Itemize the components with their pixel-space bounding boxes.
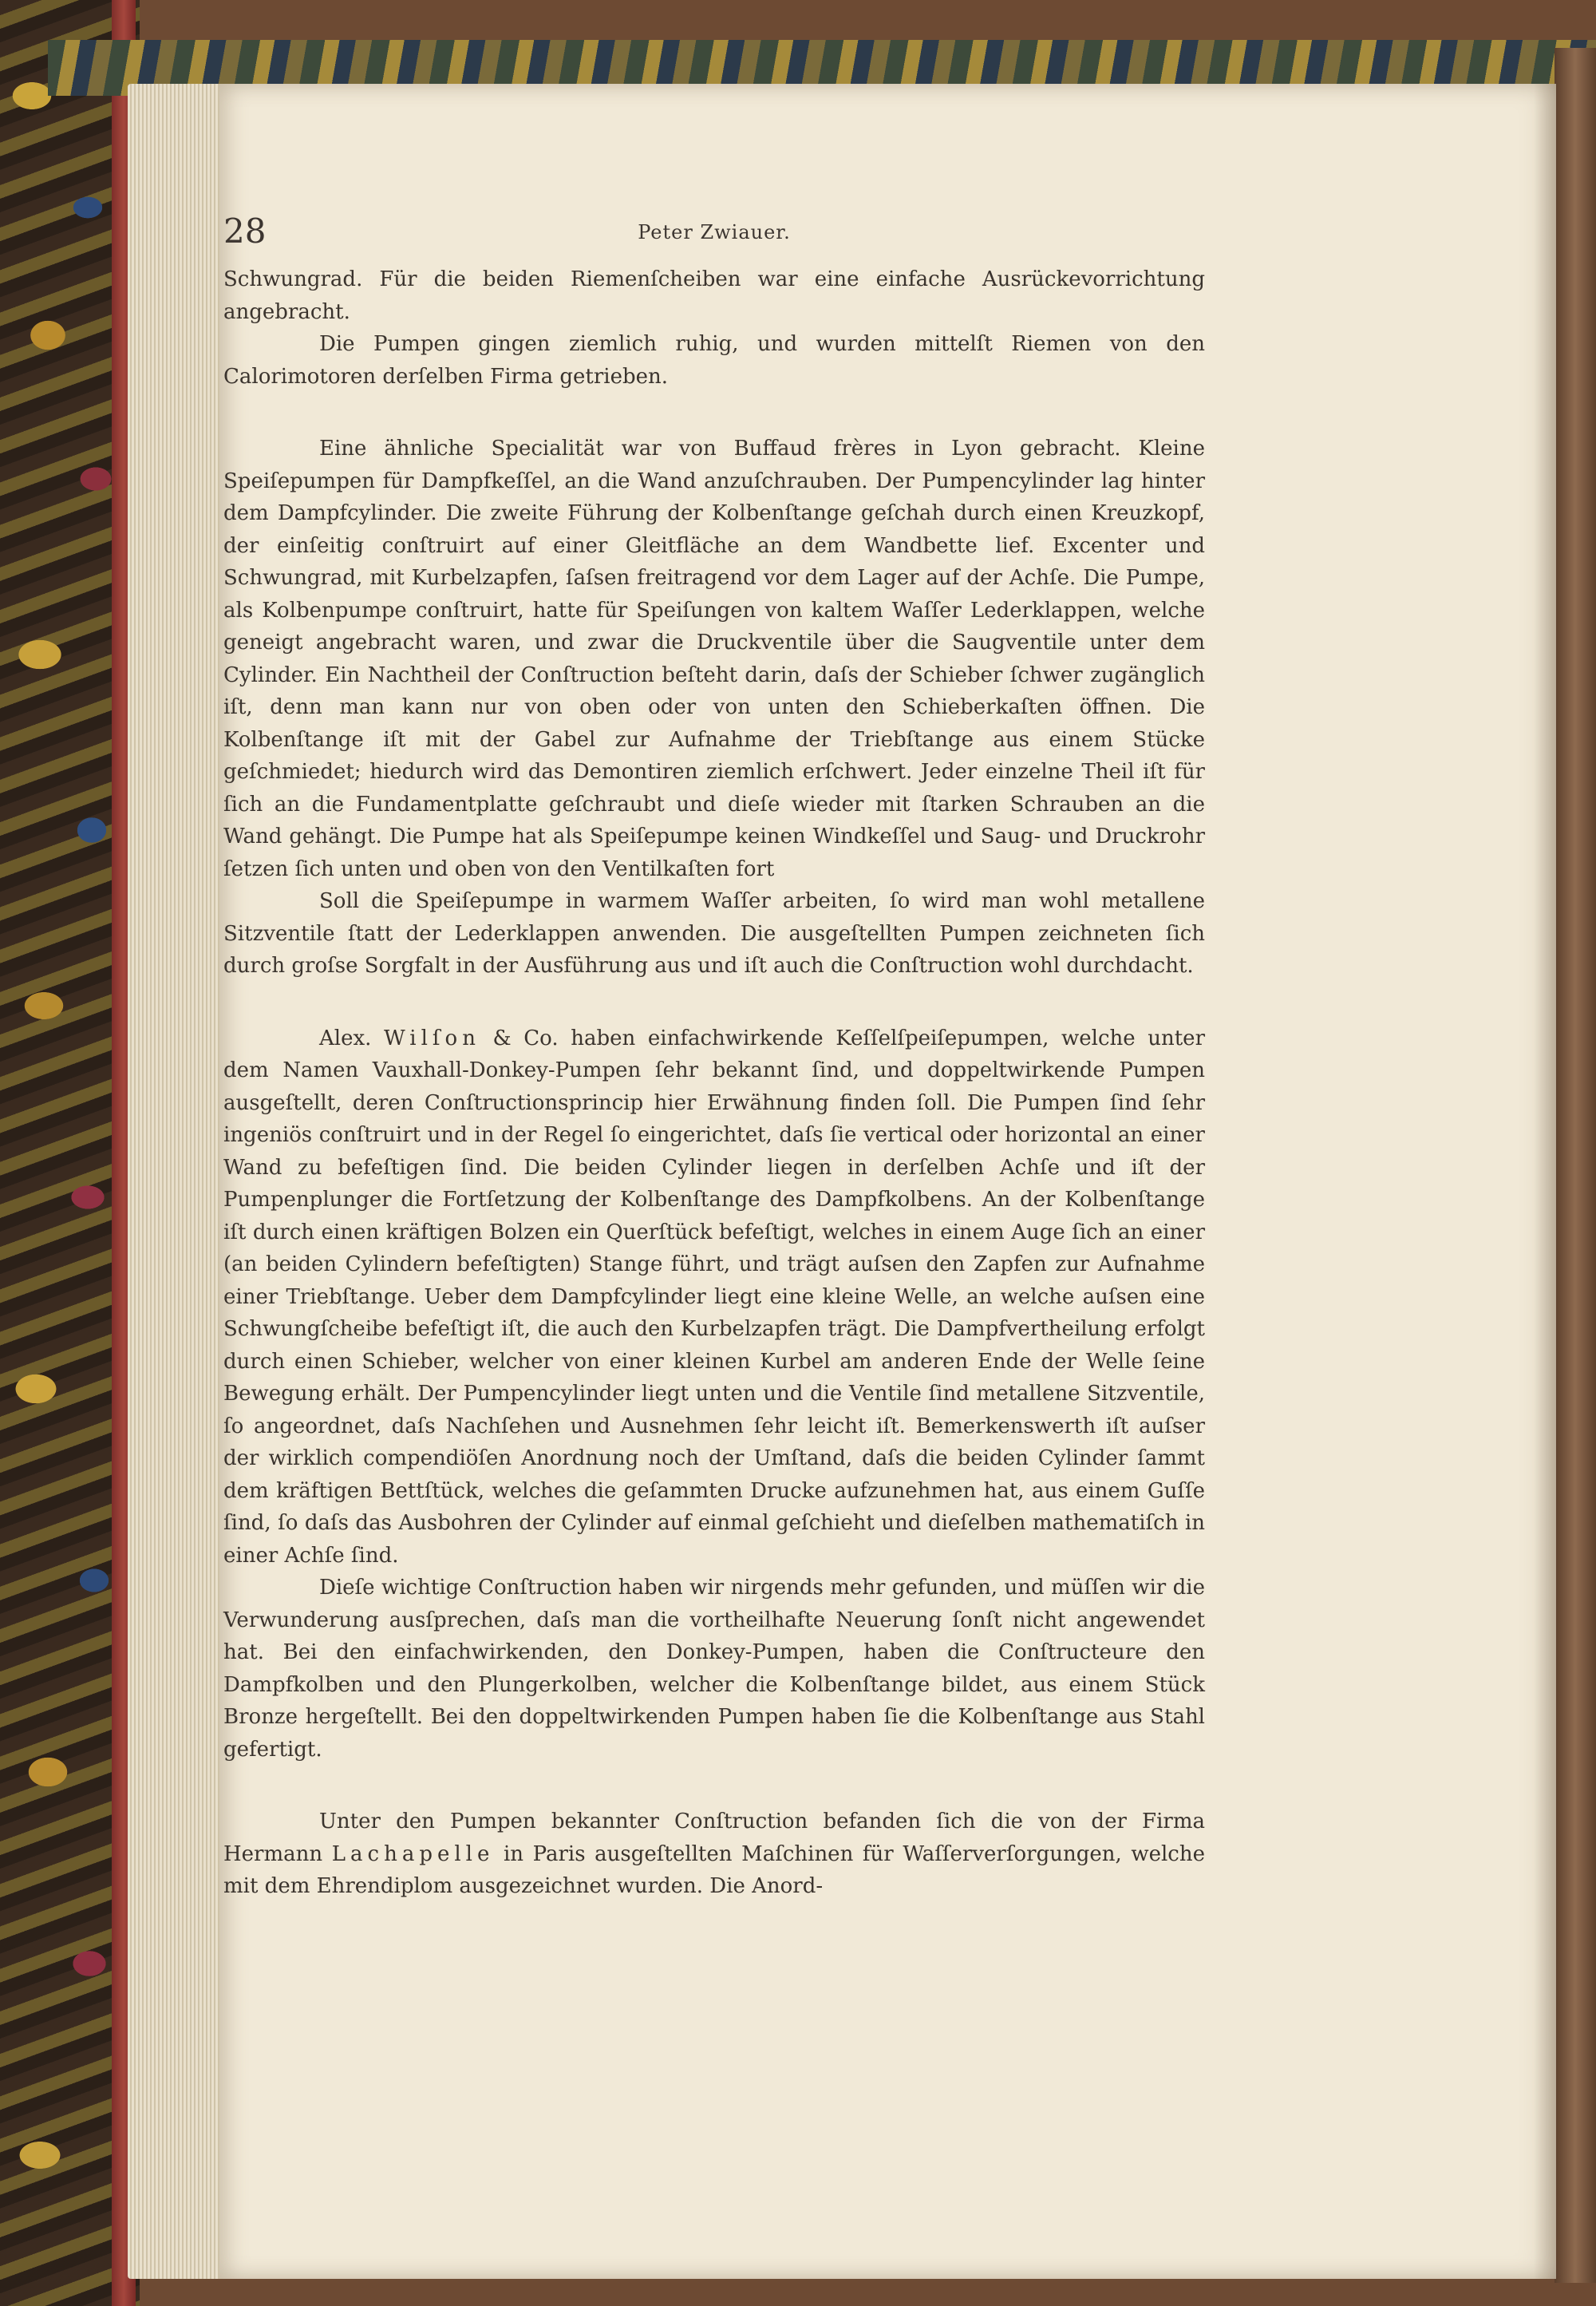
cover-right-edge [1555, 48, 1596, 2283]
paragraph-4: Soll die Speiſepumpe in warmem Waſſer arbeiten, ſo wird man wohl metallene Sitzventile ſtatt der Lederklappen anwenden. Die ausgeſtellten Pumpen zeichneten ſich durch groſse Sorgfalt in der Ausführung aus und iſt auch die Conſtruction wohl durchdacht. [223, 889, 1205, 978]
page-number: 28 [223, 212, 267, 251]
paragraph-2: Die Pumpen gingen ziemlich ruhig, und wurden mittelſt Riemen von den Calorimotoren derſelben Firma getrieben. [223, 332, 1205, 389]
paragraph-5-text: & Co. haben einfachwirkende Keſſelſpeiſepumpen, welche unter dem Namen Vauxhall-Donkey-Pumpen ſehr bekannt ſind, und doppeltwirkende Pumpen ausgeſtellt, deren Conſtructionsprincip hier Erwähnung finden ſoll. Die Pumpen ſind ſehr ingeniös conſtruirt und in der Regel ſo eingerichtet, daſs ſie vertical oder horizontal an einer Wand zu befeſtigen ſind. Die beiden Cylinder liegen in derſelben Achſe und iſt der Pumpenplunger die Fortſetzung der Kolbenſtange des Dampfkolbens. An der Kolbenſtange iſt durch einen kräftigen Bolzen ein Querſtück befeſtigt, welches in einem Auge ſich an einer (an beiden Cylindern befeſtigten) Stange führt, und trägt auſsen den Zapfen zur Aufnahme einer Triebſtange. Ueber dem Dampfcylinder liegt eine kleine Welle, an welche auſsen eine Schwungſcheibe befeſtigt iſt, die auch den Kurbelzapfen trägt. Die Dampfvertheilung erfolgt durch einen Schieber, welcher von einer kleinen Kurbel am anderen Ende der Welle ſeine Bewegung erhält. Der Pumpencylinder liegt unten und die Ventile ſind metallene Sitzventile, ſo angeordnet, daſs Nachſehen und Ausnehmen ſehr leicht iſt. Bemerkenswerth iſt auſser der wirklich compendiöſen Anordnung noch der Umſtand, daſs die beiden Cylinder ſammt dem kräftigen Bettſtück, welches die geſammten Drucke aufzunehmen hat, aus einem Guſſe ſind, ſo daſs das Ausbohren der Cylinder auf einmal geſchieht und dieſelben mathematiſch in einer Achſe ſind. [223, 1026, 1205, 1568]
paragraph-6: Dieſe wichtige Conſtruction haben wir nirgends mehr gefunden, und müſſen wir die Verwunderung ausſprechen, daſs man die vortheilhafte Neuerung ſonſt nicht angewendet hat. Bei den einfachwirkenden, den Donkey-Pumpen, haben die Conſtructeure den Dampfkolben und den Plungerkolben, welcher die Kolbenſtange bildet, aus einem Stück Bronze hergeſtellt. Bei den doppeltwirkenden Pumpen haben ſie die Kolbenſtange aus Stahl gefertigt. [223, 1576, 1205, 1762]
body-text [223, 263, 1205, 1903]
page-edges [128, 84, 231, 2279]
page-gutter-shadow [1534, 84, 1556, 2279]
paragraph-7-prefix: Unter den Pumpen bekannter Conſtruction befanden ſich die von der Firma Hermann [223, 1810, 1205, 1866]
paragraph-5-name: Wilſon [384, 1026, 480, 1050]
paragraph-3: Eine ähnliche Specialität war von Buffaud frères in Lyon gebracht. Kleine Speiſepumpen für Dampfkeſſel, an die Wand anzuſchrauben. Der Pumpencylinder lag hinter dem Dampfcylinder. Die zweite Führung der Kolbenſtange geſchah durch einen Kreuzkopf, der einſeitig conſtruirt auf einer Gleitfläche an dem Wandbette lief. Excenter und Schwungrad, mit Kurbelzapfen, ſaſsen freitragend vor dem Lager auf der Achſe. Die Pumpe, als Kolbenpumpe conſtruirt, hatte für Speiſungen von kaltem Waſſer Lederklappen, welche geneigt angebracht waren, und zwar die Druckventile über die Saugventile unter dem Cylinder. Ein Nachtheil der Conſtruction beſteht darin, daſs der Schieber ſchwer zugänglich iſt, denn man kann nur von oben oder von unten den Schieberkaſten öffnen. Die Kolbenſtange iſt mit der Gabel zur Aufnahme der Triebſtange aus einem Stücke geſchmiedet; hiedurch wird das Demontiren ziemlich erſchwert. Jeder einzelne Theil iſt für ſich an die Fundamentplatte geſchraubt und dieſe wieder mit ſtarken Schrauben an die Wand gehängt. Die Pumpe hat als Speiſepumpe keinen Windkeſſel und Saug- und Druckrohr ſetzen ſich unten und oben von den Ventilkaſten fort [223, 437, 1205, 881]
paragraph-5 [223, 1022, 1205, 1572]
paragraph-5-prefix: Alex. [319, 1026, 385, 1050]
paragraph-1: Schwungrad. Für die beiden Riemenſcheiben war eine einfache Ausrückevorrichtung angebracht. [223, 267, 1205, 324]
paragraph-7-name: Lachapelle [331, 1841, 495, 1866]
page-header [223, 212, 1205, 259]
paragraph-7-text: in Paris ausgeſtellten Maſchinen für Waſſerverſorgungen, welche mit dem Ehrendiplom ausgezeichnet wurden. Die Anord- [223, 1841, 1205, 1898]
running-head: Peter Zwiauer. [638, 221, 791, 243]
paragraph-7 [223, 1806, 1205, 1903]
